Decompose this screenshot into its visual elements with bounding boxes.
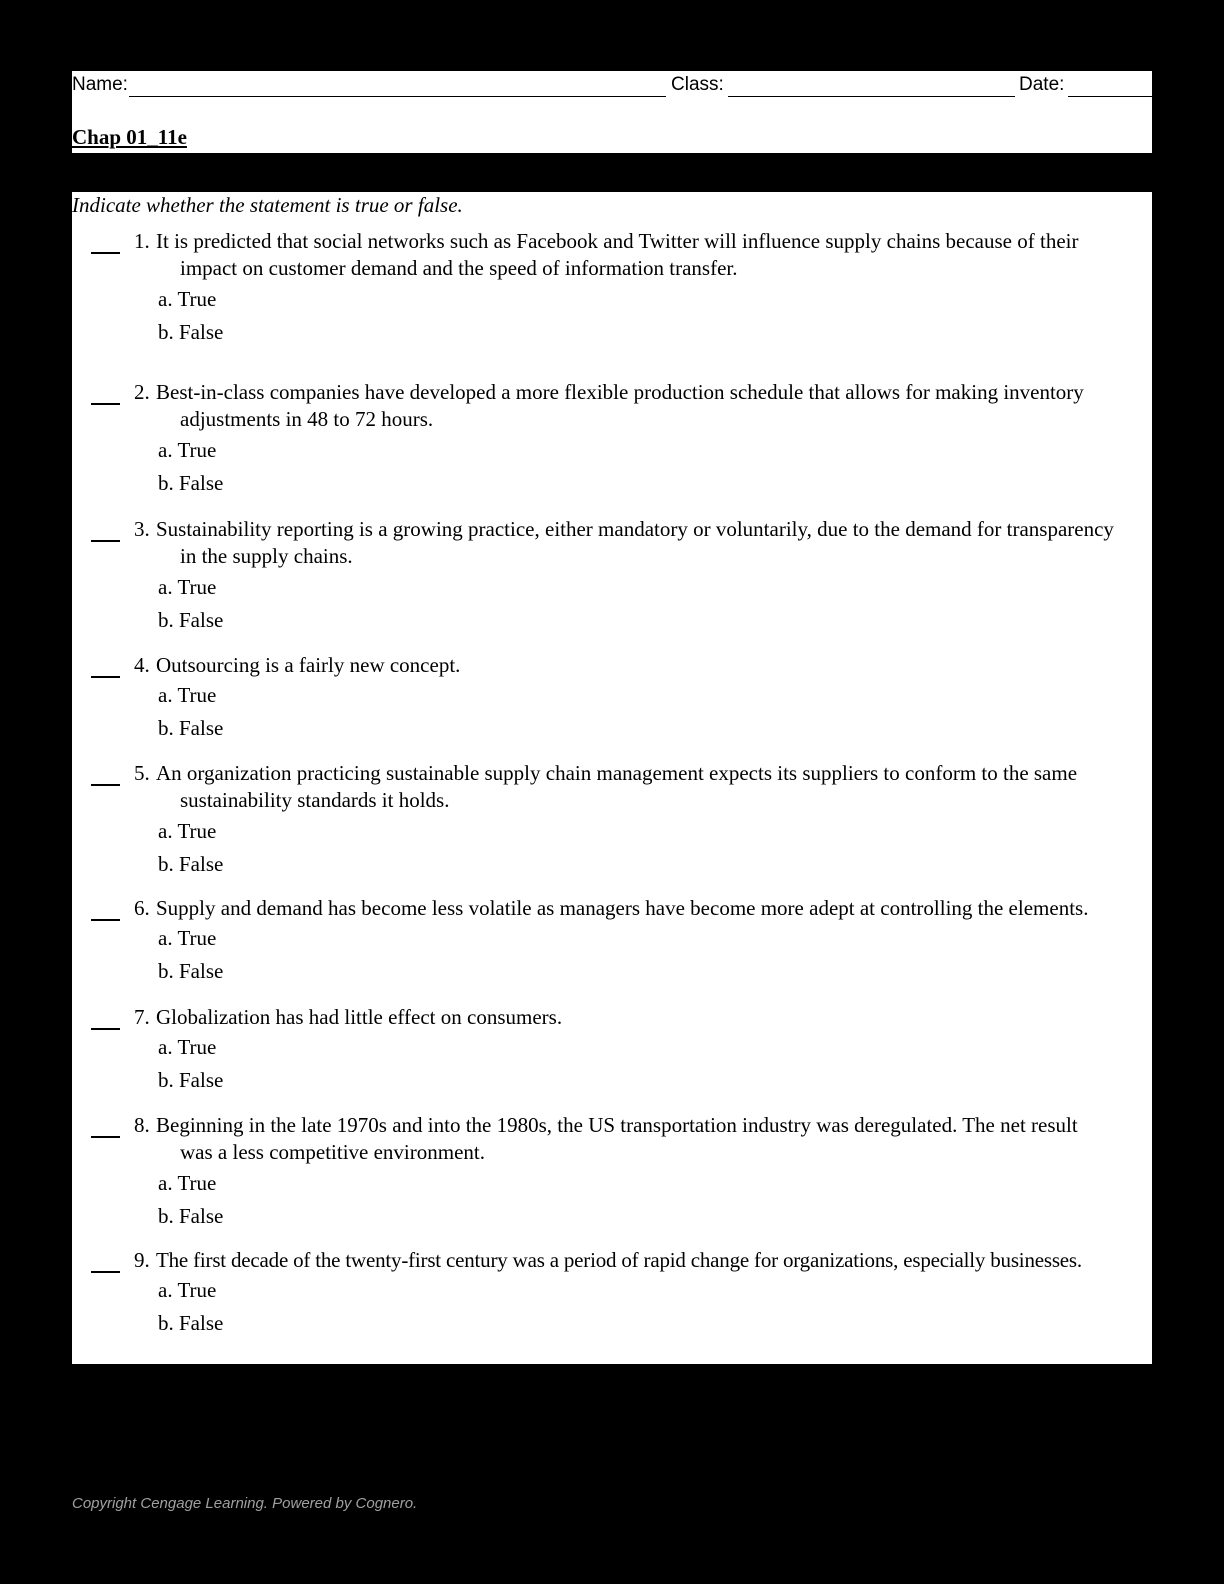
student-info-row xyxy=(72,73,1152,99)
answer-blank[interactable] xyxy=(91,252,120,254)
answer-blank[interactable] xyxy=(91,540,120,542)
option-false[interactable]: b. False xyxy=(158,608,224,632)
option-false[interactable]: b. False xyxy=(158,320,224,344)
question-text xyxy=(156,228,1156,282)
instructions: Indicate whether the statement is true or false. xyxy=(72,193,463,217)
question-text-line: Beginning in the late 1970s and into the 1980s, the US transportation industry was deregulated. The net result xyxy=(156,1113,1078,1137)
answer-blank[interactable] xyxy=(91,1028,120,1030)
question-text-line: Globalization has had little effect on consumers. xyxy=(156,1005,563,1029)
chapter-title: Chap 01_11e xyxy=(72,125,187,149)
question-text-line: was a less competitive environment. xyxy=(180,1140,486,1164)
question-text xyxy=(156,652,1156,679)
question-number: 5. xyxy=(134,761,150,785)
option-true[interactable]: a. True xyxy=(158,683,217,707)
option-false[interactable]: b. False xyxy=(158,471,224,495)
date-field[interactable] xyxy=(1068,96,1152,97)
option-false[interactable]: b. False xyxy=(158,852,224,876)
question-text xyxy=(156,760,1156,814)
question-text xyxy=(156,895,1156,922)
option-true[interactable]: a. True xyxy=(158,926,217,950)
question-text xyxy=(156,1004,1156,1031)
option-true[interactable]: a. True xyxy=(158,575,217,599)
option-false[interactable]: b. False xyxy=(158,959,224,983)
question-number: 8. xyxy=(134,1113,150,1137)
question-number: 2. xyxy=(134,380,150,404)
question-text xyxy=(156,1112,1156,1166)
question-section xyxy=(72,192,1152,1364)
option-false[interactable]: b. False xyxy=(158,716,224,740)
option-true[interactable]: a. True xyxy=(158,819,217,843)
date-label: Date: xyxy=(1019,74,1065,95)
question-number: 4. xyxy=(134,653,150,677)
option-false[interactable]: b. False xyxy=(158,1204,224,1228)
answer-blank[interactable] xyxy=(91,1271,120,1273)
question-text-line: It is predicted that social networks such as Facebook and Twitter will influence supply chains because of their xyxy=(156,229,1079,253)
option-false[interactable]: b. False xyxy=(158,1068,224,1092)
question-text xyxy=(156,1247,1156,1274)
answer-blank[interactable] xyxy=(91,676,120,678)
class-field[interactable] xyxy=(728,96,1015,97)
name-field[interactable] xyxy=(129,96,666,97)
question-text-line: in the supply chains. xyxy=(180,544,353,568)
copyright-footer: Copyright Cengage Learning. Powered by Cognero. xyxy=(72,1495,418,1512)
question-text-line: adjustments in 48 to 72 hours. xyxy=(180,407,434,431)
option-true[interactable]: a. True xyxy=(158,1171,217,1195)
class-label: Class: xyxy=(671,74,724,95)
question-text-line: Outsourcing is a fairly new concept. xyxy=(156,653,461,677)
answer-blank[interactable] xyxy=(91,919,120,921)
question-number: 3. xyxy=(134,517,150,541)
question-number: 6. xyxy=(134,896,150,920)
answer-blank[interactable] xyxy=(91,784,120,786)
option-true[interactable]: a. True xyxy=(158,1035,217,1059)
question-number: 1. xyxy=(134,229,150,253)
question-text-line: Sustainability reporting is a growing practice, either mandatory or voluntarily, due to the demand for transparency xyxy=(156,517,1114,541)
name-label: Name: xyxy=(72,74,128,95)
option-true[interactable]: a. True xyxy=(158,287,217,311)
question-text xyxy=(156,516,1156,570)
question-number: 9. xyxy=(134,1248,150,1272)
option-true[interactable]: a. True xyxy=(158,438,217,462)
question-text xyxy=(156,379,1156,433)
option-true[interactable]: a. True xyxy=(158,1278,217,1302)
question-text-line: The first decade of the twenty-first century was a period of rapid change for organizations, especially businesses. xyxy=(156,1248,1082,1272)
question-number: 7. xyxy=(134,1005,150,1029)
question-text-line: Best-in-class companies have developed a more flexible production schedule that allows for making inventory xyxy=(156,380,1084,404)
question-text-line: sustainability standards it holds. xyxy=(180,788,450,812)
answer-blank[interactable] xyxy=(91,403,120,405)
option-false[interactable]: b. False xyxy=(158,1311,224,1335)
question-text-line: Supply and demand has become less volatile as managers have become more adept at controlling the elements. xyxy=(156,896,1089,920)
question-text-line: impact on customer demand and the speed of information transfer. xyxy=(180,256,738,280)
answer-blank[interactable] xyxy=(91,1136,120,1138)
header-box xyxy=(72,71,1152,153)
question-text-line: An organization practicing sustainable supply chain management expects its suppliers to conform to the same xyxy=(156,761,1078,785)
